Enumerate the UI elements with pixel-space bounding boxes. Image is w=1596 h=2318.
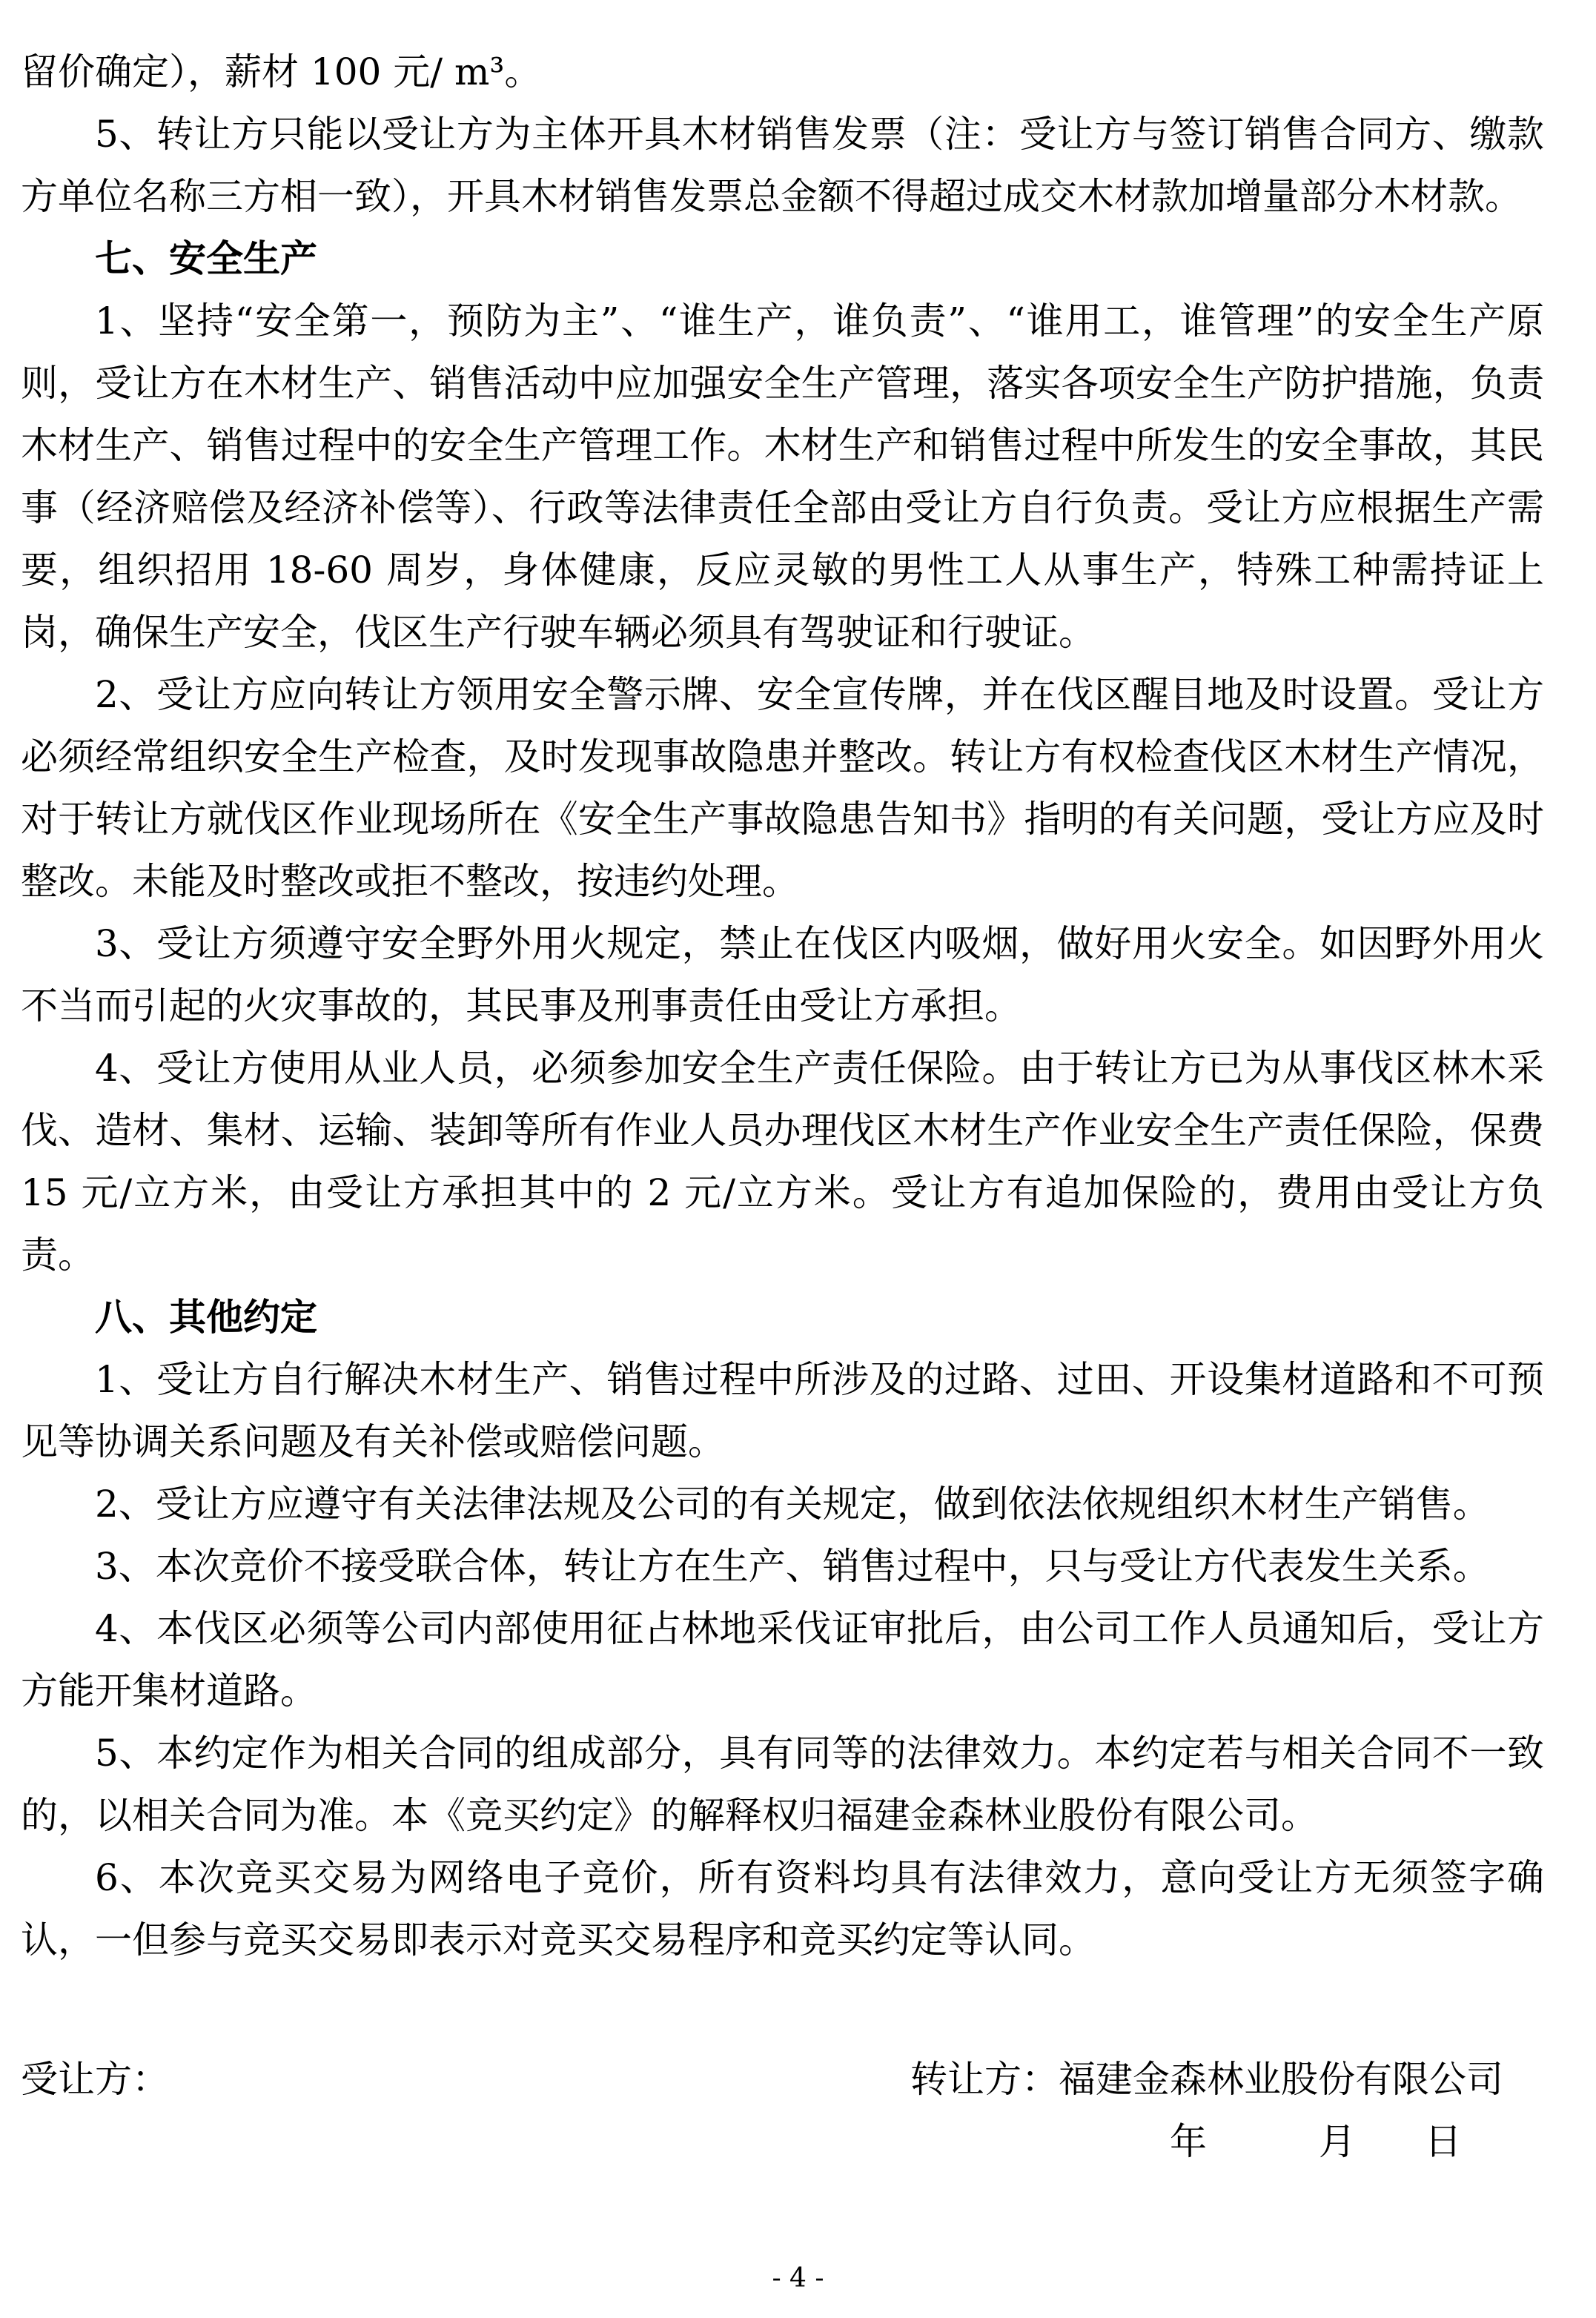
paragraph-other-5: 5、本约定作为相关合同的组成部分，具有同等的法律效力。本约定若与相关合同不一致的，以相关合同为准。本《竞买约定》的解释权归福建金森林业股份有限公司。: [21, 1732, 1544, 1837]
signature-date-line: [1170, 2110, 1462, 2173]
paragraph-safety-2: 2、受让方应向转让方领用安全警示牌、安全宣传牌，并在伐区醒目地及时设置。受让方必须经常组织安全生产检查，及时发现事故隐患并整改。转让方有权检查伐区木材生产情况，对于转让方就伐区作业现场所在《安全生产事故隐患告知书》指明的有关问题，受让方应及时整改。未能及时整改或拒不整改，按违约处理。: [21, 673, 1544, 903]
signature-block: [21, 2048, 1544, 2189]
date-year-label: 年: [1170, 2120, 1207, 2163]
paragraph-other-2: 2、受让方应遵守有关法律法规及公司的有关规定，做到依法依规组织木材生产销售。: [95, 1483, 1490, 1526]
transferee-signature-label: 受让方：: [21, 2058, 169, 2101]
paragraph-other-3: 3、本次竞价不接受联合体，转让方在生产、销售过程中，只与受让方代表发生关系。: [95, 1545, 1490, 1588]
section-heading-8-other: 八、其他约定: [95, 1295, 317, 1339]
section-heading-7-safety: 七、安全生产: [95, 236, 317, 280]
paragraph-other-1: 1、受让方自行解决木材生产、销售过程中所涉及的过路、过田、开设集材道路和不可预见等协调关系问题及有关补偿或赔偿问题。: [21, 1358, 1544, 1463]
date-day-label: 日: [1424, 2120, 1462, 2163]
paragraph-item-5-invoice: 5、转让方只能以受让方为主体开具木材销售发票（注：受让方与签订销售合同方、缴款方单位名称三方相一致），开具木材销售发票总金额不得超过成交木材款加增量部分木材款。: [21, 113, 1544, 218]
transferor-signature-label: 转让方：福建金森林业股份有限公司: [910, 2058, 1503, 2101]
document-body: [21, 41, 1544, 2189]
paragraph-safety-1: 1、坚持“安全第一，预防为主”、“谁生产，谁负责”、“谁用工，谁管理”的安全生产原则，受让方在木材生产、销售活动中应加强安全生产管理，落实各项安全生产防护措施，负责木材生产、销售过程中的安全生产管理工作。木材生产和销售过程中所发生的安全事故，其民事（经济赔偿及经济补偿等）、行政等法律责任全部由受让方自行负责。受让方应根据生产需要，组织招用 18-60 周岁，身体健康，反应灵敏的男性工人从事生产，特殊工种需持证上岗，确保生产安全，伐区生产行驶车辆必须具有驾驶证和行驶证。: [21, 299, 1544, 654]
date-month-label: 月: [1318, 2120, 1356, 2163]
continuation-paragraph: 留价确定），薪材 100 元/ m³。: [21, 50, 542, 93]
paragraph-other-6: 6、本次竞买交易为网络电子竞价，所有资料均具有法律效力，意向受让方无须签字确认，一但参与竞买交易即表示对竞买交易程序和竞买约定等认同。: [21, 1856, 1544, 1961]
paragraph-safety-4: 4、受让方使用从业人员，必须参加安全生产责任保险。由于转让方已为从事伐区林木采伐、造材、集材、运输、装卸等所有作业人员办理伐区木材生产作业安全生产责任保险，保费 15 元/立方米，由受让方承担其中的 2 元/立方米。受让方有追加保险的，费用由受让方负责。: [21, 1047, 1544, 1276]
paragraph-other-4: 4、本伐区必须等公司内部使用征占林地采伐证审批后，由公司工作人员通知后，受让方方能开集材道路。: [21, 1607, 1544, 1712]
paragraph-safety-3: 3、受让方须遵守安全野外用火规定，禁止在伐区内吸烟，做好用火安全。如因野外用火不当而引起的火灾事故的，其民事及刑事责任由受让方承担。: [21, 922, 1544, 1027]
page-number: - 4 -: [772, 2263, 824, 2294]
